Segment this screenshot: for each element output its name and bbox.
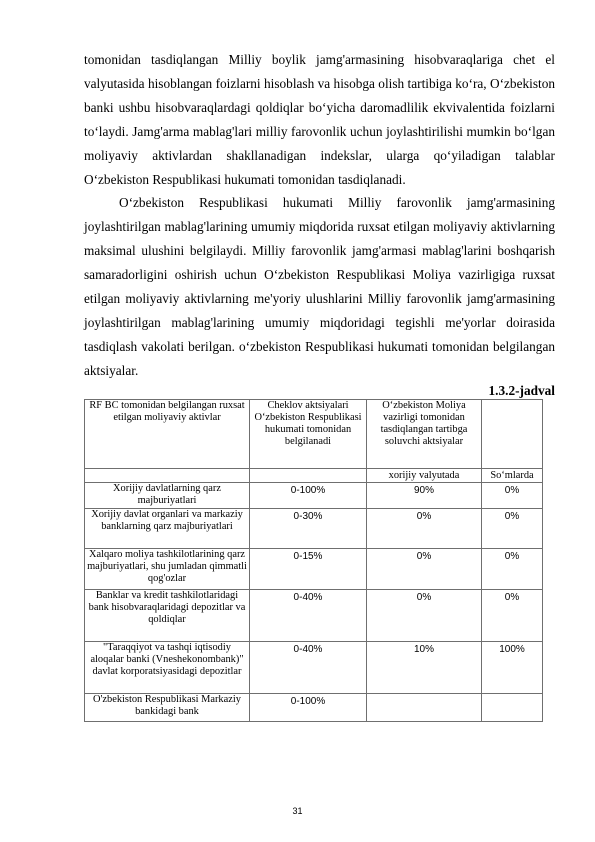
subheader-cell-foreign-currency: xorijiy valyutada — [367, 468, 482, 482]
row-soum-share: 0% — [482, 482, 543, 508]
table-row — [85, 589, 543, 641]
table-label: 1.3.2-jadval — [488, 382, 555, 398]
row-foreign-share: 0% — [367, 548, 482, 589]
header-cell-assets: RF BC tomonidan belgilangan ruxsat etilgan moliyaviy aktivlar — [85, 399, 250, 468]
table-row — [85, 693, 543, 721]
row-soum-share: 0% — [482, 589, 543, 641]
table-row — [85, 482, 543, 508]
subheader-cell-soums: So‘mlarda — [482, 468, 543, 482]
row-asset-name: O'zbekiston Respublikasi Markaziy bankidagi bank — [85, 693, 250, 721]
row-foreign-share: 10% — [367, 641, 482, 693]
row-foreign-share — [367, 693, 482, 721]
paragraph-1: tomonidan tasdiqlangan Milliy boylik jamg'armasining hisobvaraqlariga chet el valyutasida hisoblangan foizlarni hisoblash va hisobga olish tartibiga ko‘ra, O‘zbekiston banki ushbu hisobvaraqlardagi qoldiqlar bo‘yicha daromadlilik ekvivalentida foizlarni to‘laydi. Jamg'arma mablag'lari milliy farovonlik uchun joylashtirilishi mumkin bo‘lgan moliyaviy aktivlardan shakllanadigan indekslar, ularga qo‘yiladigan talablar O‘zbekiston Respublikasi hukumati tomonidan tasdiqlanadi. — [84, 52, 555, 187]
row-soum-share: 0% — [482, 548, 543, 589]
table-row — [85, 548, 543, 589]
paragraph-2: O‘zbekiston Respublikasi hukumati Milliy farovonlik jamg'armasining joylashtirilgan mablag'larining umumiy miqdorida ruxsat etilgan moliyaviy aktivlarning maksimal ulushini belgilaydi. Milliy farovonlik jamg'armasi mablag'larini boshqarish samaradorligini oshirish uchun O‘zbekiston Respublikasi Moliya vazirligiga ruxsat etilgan moliyaviy aktivlarning me'yoriy ulushlarini Milliy farovonlik jamg'armasining joylashtirilgan mablag'larining umumiy miqdoridagi tegishli me'yorlar doirasida tasdiqlash vakolati berilgan. o‘zbekiston Respublikasi hukumati tomonidan belgilangan aktsiyalar. — [84, 195, 555, 378]
row-soum-share — [482, 693, 543, 721]
table-subheader-row — [85, 468, 543, 482]
table-row — [85, 641, 543, 693]
row-limit: 0-40% — [250, 589, 367, 641]
row-limit: 0-40% — [250, 641, 367, 693]
subheader-cell — [85, 468, 250, 482]
row-asset-name: Xorijiy davlatlarning qarz majburiyatlari — [85, 482, 250, 508]
table-row — [85, 508, 543, 548]
header-cell-government-limits: Cheklov aktsiyalari O‘zbekiston Respublikasi hukumati tomonidan belgilanadi — [250, 399, 367, 468]
page-number: 31 — [292, 806, 303, 816]
table-header-row — [85, 399, 543, 468]
row-limit: 0-100% — [250, 482, 367, 508]
row-asset-name: Xalqaro moliya tashkilotlarining qarz majburiyatlari, shu jumladan qimmatli qog'ozlar — [85, 548, 250, 589]
document-page — [84, 48, 555, 722]
subheader-cell — [250, 468, 367, 482]
row-foreign-share: 90% — [367, 482, 482, 508]
assets-table — [84, 399, 543, 722]
header-cell-empty — [482, 399, 543, 468]
row-limit: 0-15% — [250, 548, 367, 589]
row-limit: 0-100% — [250, 693, 367, 721]
row-foreign-share: 0% — [367, 508, 482, 548]
row-soum-share: 0% — [482, 508, 543, 548]
header-cell-ministry-shares: O‘zbekiston Moliya vazirligi tomonidan tasdiqlangan tartibga soluvchi aktsiyalar — [367, 399, 482, 468]
row-asset-name: Xorijiy davlat organlari va markaziy banklarning qarz majburiyatlari — [85, 508, 250, 548]
row-asset-name: Banklar va kredit tashkilotlaridagi bank hisobvaraqlaridagi depozitlar va qoldiqlar — [85, 589, 250, 641]
row-soum-share: 100% — [482, 641, 543, 693]
row-limit: 0-30% — [250, 508, 367, 548]
row-foreign-share: 0% — [367, 589, 482, 641]
row-asset-name: "Taraqqiyot va tashqi iqtisodiy aloqalar banki (Vneshekonombank)" davlat korporatsiyasidagi depozitlar — [85, 641, 250, 693]
